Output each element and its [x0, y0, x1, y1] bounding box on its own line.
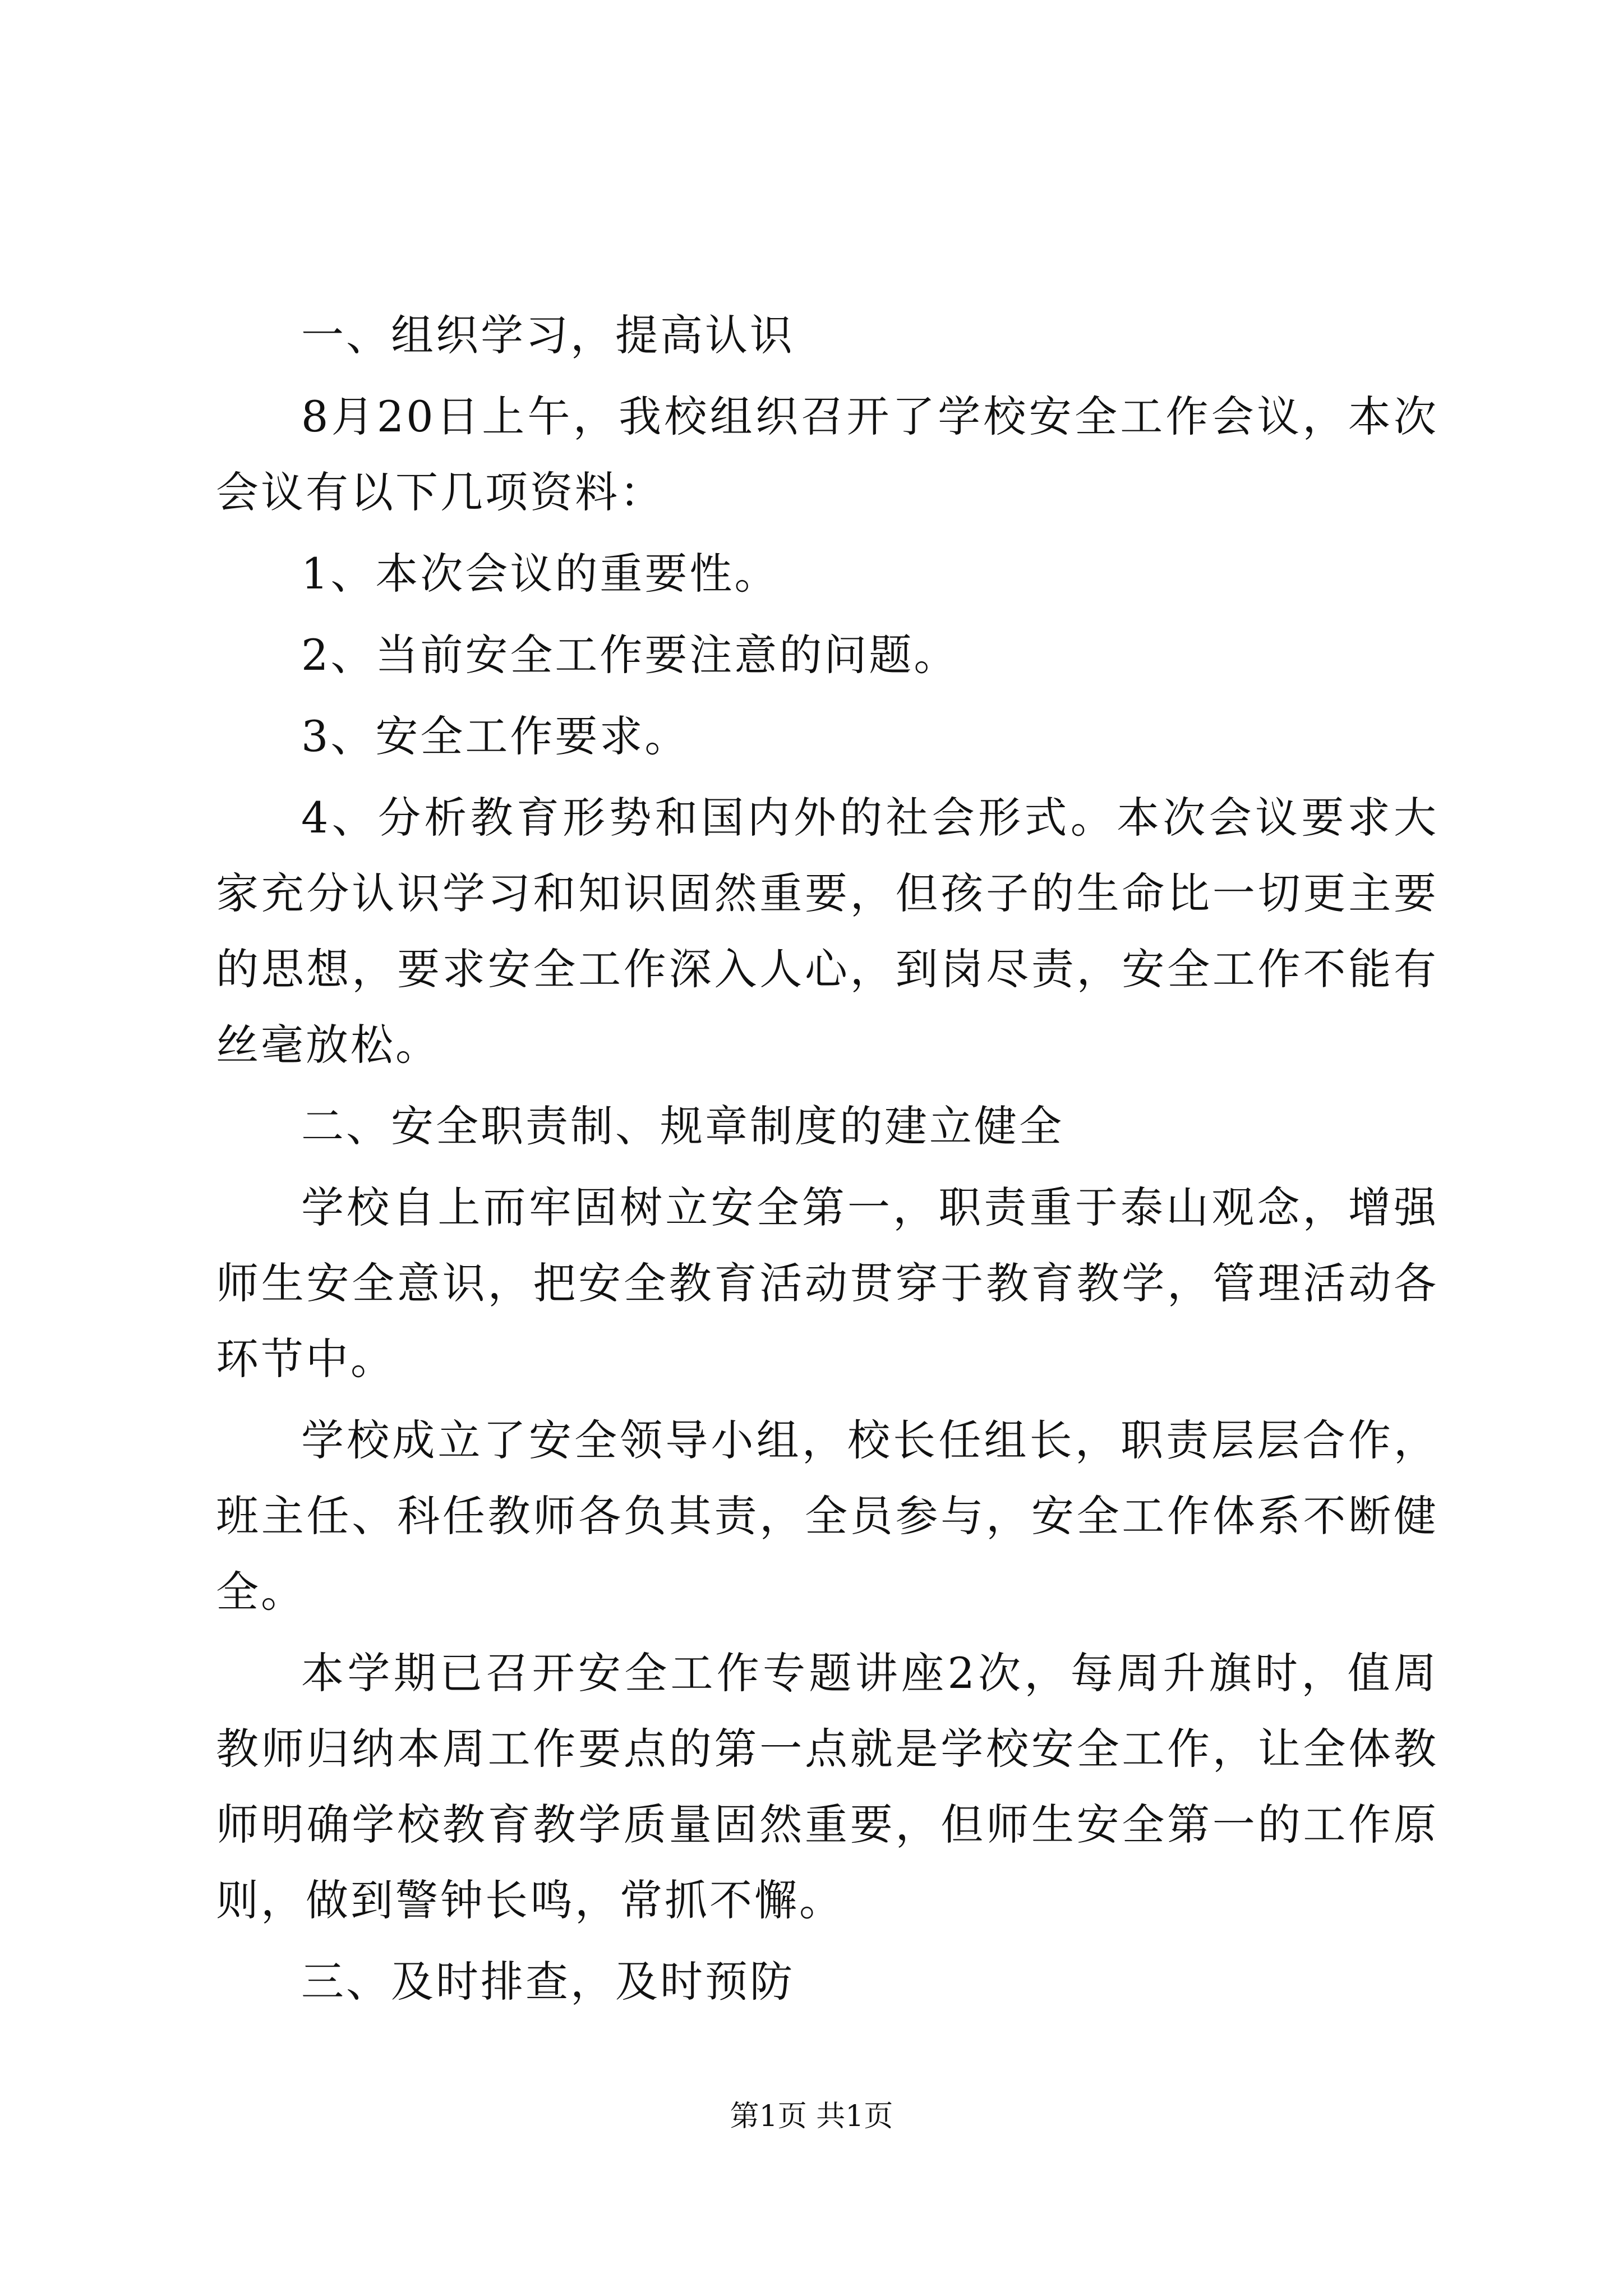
list-item-3: 3、安全工作要求。: [301, 711, 690, 761]
paragraph-safety-lectures: 本学期已召开安全工作专题讲座2次，每周升旗时，值周教师归纳本周工作要点的第一点就是学校安全工作，让全体教师明确学校教育教学质量固然重要，但师生安全第一的工作原则，做到警钟长鸣，常抓不懈。: [216, 1648, 1438, 1925]
paragraph-meeting-intro: 8月20日上午，我校组织召开了学校安全工作会议，本次会议有以下几项资料：: [216, 392, 1438, 517]
list-item-4: 4、分析教育形势和国内外的社会形式。本次会议要求大家充分认识学习和知识固然重要，但孩子的生命比一切更主要的思想，要求安全工作深入人心，到岗尽责，安全工作不能有丝毫放松。: [216, 793, 1438, 1070]
list-item-2: 2、当前安全工作要注意的问题。: [301, 630, 959, 680]
paragraph-safety-group: 学校成立了安全领导小组，校长任组长，职责层层合作，班主任、科任教师各负其责，全员参与，安全工作体系不断健全。: [216, 1415, 1438, 1617]
section-heading-1: 一、组织学习，提高认识: [301, 310, 795, 360]
section-heading-3: 三、及时排查，及时预防: [301, 1957, 795, 2007]
page-footer: 第1页 共1页: [730, 2100, 893, 2133]
document-body: [216, 297, 1438, 2019]
paragraph-safety-first: 学校自上而牢固树立安全第一，职责重于泰山观念，增强师生安全意识，把安全教育活动贯穿于教育教学，管理活动各环节中。: [216, 1182, 1438, 1384]
list-item-1: 1、本次会议的重要性。: [301, 549, 780, 599]
section-heading-2: 二、安全职责制、规章制度的建立健全: [301, 1101, 1064, 1151]
